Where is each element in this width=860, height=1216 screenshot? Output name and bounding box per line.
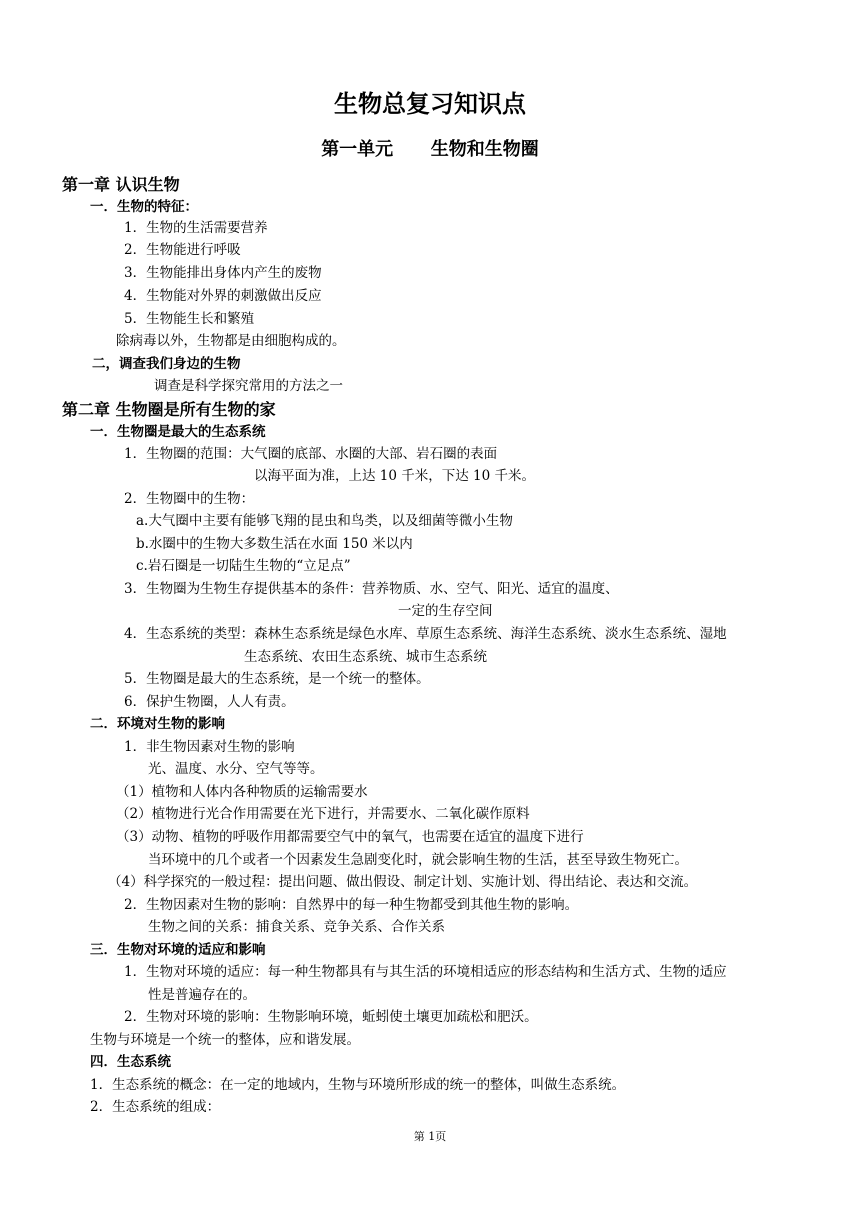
document-title: 生物总复习知识点 [334, 90, 526, 118]
list-item: 4．生物能对外界的刺激做出反应 [124, 288, 322, 304]
note-text: 生物与环境是一个统一的整体，应和谐发展。 [90, 1032, 360, 1048]
list-item: a.大气圈中主要有能够飞翔的昆虫和鸟类，以及细菌等微小生物 [136, 513, 513, 529]
list-item: 2．生态系统的组成： [90, 1099, 221, 1115]
list-item: （2）植物进行光合作用需要在光下进行，并需要水、二氧化碳作原料 [116, 806, 530, 822]
section-heading: 四．生态系统 [90, 1054, 171, 1070]
list-item: 2．生物对环境的影响：生物影响环境，蚯蚓使土壤更加疏松和肥沃。 [124, 1009, 538, 1025]
list-item: （1）植物和人体内各种物质的运输需要水 [116, 784, 368, 800]
list-item: 2．生物因素对生物的影响：自然界中的每一种生物都受到其他生物的影响。 [124, 897, 579, 913]
list-item: 6．保护生物圈，人人有责。 [124, 694, 295, 710]
section-heading: 二．环境对生物的影响 [90, 716, 225, 732]
paragraph-text: 生物之间的关系：捕食关系、竞争关系、合作关系 [148, 919, 445, 935]
chapter-2-heading: 第二章 生物圈是所有生物的家 [62, 400, 276, 419]
section-heading: 三．生物对环境的适应和影响 [90, 942, 266, 958]
list-item: （3）动物、植物的呼吸作用都需要空气中的氧气，也需要在适宜的温度下进行 [116, 829, 584, 845]
list-item: 1．生物的生活需要营养 [124, 220, 268, 236]
list-item: 1．生态系统的概念：在一定的地域内，生物与环境所形成的统一的整体，叫做生态系统。 [90, 1077, 626, 1093]
section-heading: 二，调查我们身边的生物 [92, 356, 241, 372]
section-heading: 一．生物圈是最大的生态系统 [90, 424, 266, 440]
paragraph-text: 当环境中的几个或者一个因素发生急剧变化时，就会影响生物的生活，甚至导致生物死亡。 [148, 852, 688, 868]
paragraph-text: 性是普遍存在的。 [148, 987, 256, 1003]
list-item: 1．非生物因素对生物的影响 [124, 739, 295, 755]
note-text: 除病毒以外，生物都是由细胞构成的。 [116, 333, 346, 349]
page-number: 第 1页 [413, 1130, 447, 1143]
paragraph-text: 以海平面为准，上达 10 千米，下达 10 千米。 [254, 468, 536, 484]
paragraph-text: 光、温度、水分、空气等等。 [148, 761, 324, 777]
list-item: 3．生物能排出身体内产生的废物 [124, 265, 322, 281]
list-item: 3．生物圈为生物生存提供基本的条件：营养物质、水、空气、阳光、适宜的温度、 [124, 581, 619, 597]
list-item: 5．生物能生长和繁殖 [124, 311, 255, 327]
paragraph-text: 调查是科学探究常用的方法之一 [154, 378, 343, 394]
list-item: 1．生物对环境的适应：每一种生物都具有与其生活的环境相适应的形态结构和生活方式、生物的适应 [124, 964, 727, 980]
chapter-1-heading: 第一章 认识生物 [62, 175, 180, 194]
list-item: c.岩石圈是一切陆生生物的“立足点” [136, 558, 351, 574]
paragraph-text: 一定的生存空间 [398, 603, 493, 619]
list-item: （4）科学探究的一般过程：提出问题、做出假设、制定计划、实施计划、得出结论、表达和交流。 [108, 874, 698, 890]
list-item: b.水圈中的生物大多数生活在水面 150 米以内 [136, 536, 413, 552]
paragraph-text: 生态系统、农田生态系统、城市生态系统 [244, 649, 487, 665]
list-item: 2．生物圈中的生物： [124, 491, 255, 507]
list-item: 1．生物圈的范围：大气圈的底部、水圈的大部、岩石圈的表面 [124, 446, 498, 462]
list-item: 4．生态系统的类型：森林生态系统是绿色水库、草原生态系统、海洋生态系统、淡水生态系统、湿地 [124, 626, 727, 642]
section-heading: 一．生物的特征： [90, 199, 198, 215]
list-item: 2．生物能进行呼吸 [124, 242, 241, 258]
list-item: 5．生物圈是最大的生态系统，是一个统一的整体。 [124, 671, 430, 687]
unit-title: 第一单元 生物和生物圈 [321, 139, 539, 160]
